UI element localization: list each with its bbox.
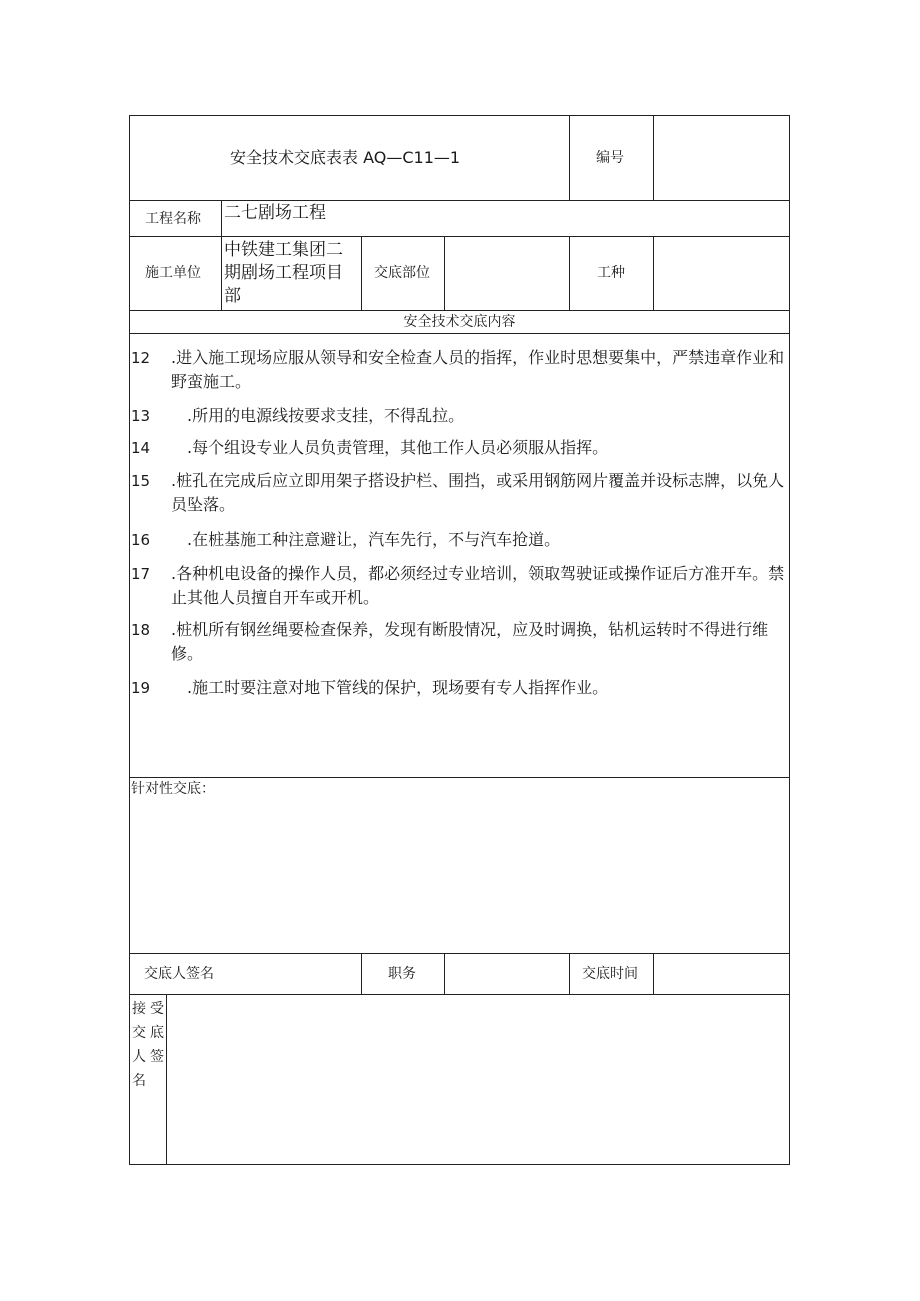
section-title: 安全技术交底内容 — [403, 314, 516, 330]
item-number: 12 — [131, 349, 151, 367]
item-number: 15 — [131, 472, 151, 490]
item-text: .各种机电设备的操作人员，都必须经过专业培训，领取驾驶证或操作证后方准开车。禁止其他人员擅自开车或开机。 — [171, 564, 785, 607]
briefing-position-label: 交底部位 — [374, 265, 430, 281]
col-line — [444, 953, 445, 994]
table-border-top — [129, 115, 790, 116]
col-line — [569, 115, 570, 200]
col-line — [361, 953, 362, 994]
item-text: .在桩基施工种注意避让，汽车先行，不与汽车抢道。 — [187, 530, 561, 549]
project-name-label: 工程名称 — [145, 211, 201, 227]
row-line — [129, 236, 790, 237]
col-line — [653, 236, 654, 310]
col-line — [221, 236, 222, 310]
row-line — [129, 953, 790, 954]
row-line — [129, 994, 790, 995]
col-line — [444, 236, 445, 310]
item-number: 14 — [131, 439, 151, 457]
targeted-briefing-label: 针对性交底： — [131, 781, 215, 797]
receiver-label-col1: 接交人名 — [132, 1001, 146, 1089]
table-border-bottom — [129, 1164, 790, 1165]
construction-unit-line-1: 中铁建工集团二 — [224, 240, 343, 260]
row-line — [129, 310, 790, 311]
construction-unit-line-3: 部 — [224, 286, 241, 306]
form-title: 安全技术交底表表 AQ—C11—1 — [230, 148, 461, 167]
col-line — [361, 236, 362, 310]
col-line — [166, 994, 167, 1164]
job-title-label: 职务 — [388, 966, 416, 982]
item-text: .进入施工现场应服从领导和安全检查人员的指挥，作业时思想要集中，严禁违章作业和野蛮施工。 — [171, 348, 785, 391]
item-text: .施工时要注意对地下管线的保护，现场要有专人指挥作业。 — [187, 678, 609, 697]
col-line — [569, 953, 570, 994]
item-text: .所用的电源线按要求支挂，不得乱拉。 — [187, 406, 465, 425]
row-line — [129, 777, 790, 778]
construction-unit-label: 施工单位 — [145, 265, 201, 281]
col-line — [653, 953, 654, 994]
briefing-time-label: 交底时间 — [582, 966, 638, 982]
item-text: .桩孔在完成后应立即用架子搭设护栏、围挡，或采用钢筋网片覆盖并设标志牌，以免人员坠落。 — [171, 471, 785, 514]
item-text: .桩机所有钢丝绳要检查保养，发现有断股情况，应及时调换，钻机运转时不得进行维修。 — [171, 620, 769, 663]
row-line — [129, 200, 790, 201]
col-line — [569, 236, 570, 310]
table-border-right — [789, 115, 790, 1165]
col-line — [221, 200, 222, 236]
table-border-left — [129, 115, 130, 1165]
item-number: 17 — [131, 565, 151, 583]
item-number: 16 — [131, 531, 151, 549]
item-number: 13 — [131, 407, 151, 425]
receiver-label-col2: 受底签 — [150, 1001, 164, 1065]
trade-label: 工种 — [597, 265, 625, 281]
number-label: 编号 — [596, 150, 624, 166]
item-number: 19 — [131, 679, 151, 697]
project-name-value: 二七剧场工程 — [224, 203, 326, 223]
item-number: 18 — [131, 621, 151, 639]
col-line — [653, 115, 654, 200]
signer-label: 交底人签名 — [144, 966, 214, 982]
row-line — [129, 333, 790, 334]
construction-unit-line-2: 期剧场工程项目 — [224, 263, 343, 283]
item-text: .每个组设专业人员负责管理，其他工作人员必须服从指挥。 — [187, 438, 609, 457]
